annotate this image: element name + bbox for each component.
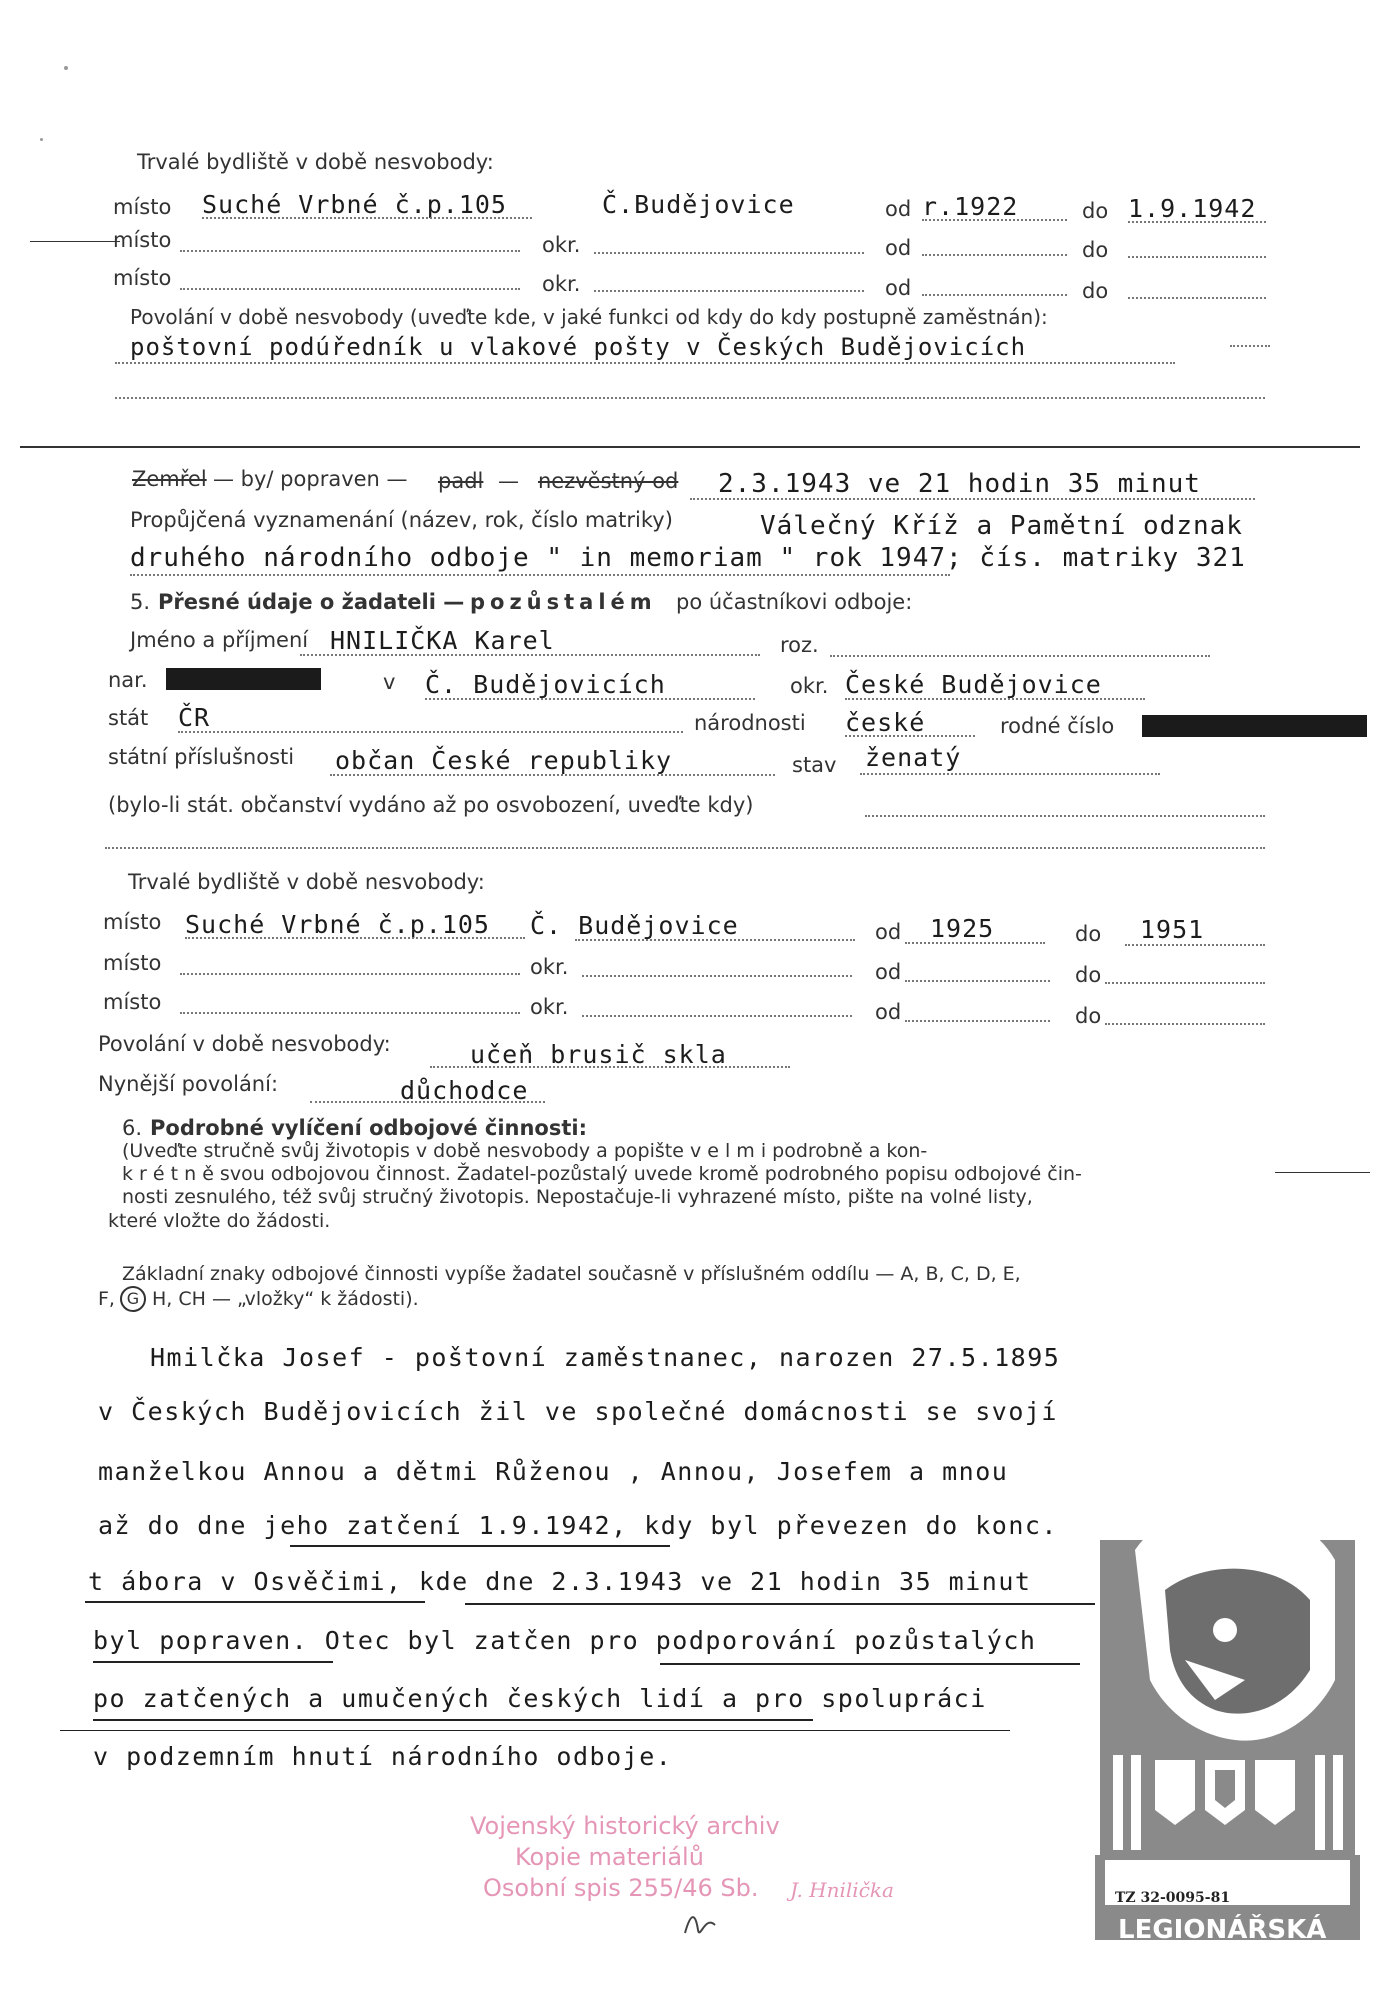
section6-instructions-1: (Uveďte stručně svůj životopis v době nesvobody a popište v e l m i podrobně a kon- <box>122 1140 928 1162</box>
from-label-3: od <box>885 276 912 300</box>
residence2-occupation-label: Povolání v době nesvobody: <box>98 1032 391 1056</box>
name-label: Jméno a příjmení <box>130 628 309 652</box>
birthplace-value: Č. Budějovicích <box>425 670 666 699</box>
section5-title-spaced: pozůstalém <box>470 590 657 614</box>
section6-title: Podrobné vylíčení odbojové činnosti: <box>150 1116 587 1140</box>
okr-label-2: okr. <box>542 233 581 257</box>
stav-value: ženatý <box>865 743 962 772</box>
residence2-from-label-2: od <box>875 960 902 984</box>
archive-stamp-line-1: Vojenský historický archiv <box>470 1812 780 1840</box>
residence2-to-label-2: do <box>1075 963 1102 987</box>
narrative-line-1: Hmilčka Josef - poštovní zaměstnanec, narozen 27.5.1895 <box>150 1343 1061 1372</box>
death-date-value: 2.3.1943 ve 21 hodin 35 minut <box>718 469 1201 499</box>
dash: — <box>498 469 519 493</box>
struck-zemrel: Zemřel <box>132 467 207 491</box>
name-value: HNILIČKA Karel <box>330 626 555 655</box>
decorations-value-1: Válečný Kříž a Pamětní odznak <box>760 511 1243 541</box>
logo-code: TZ 32-0095-81 <box>1115 1890 1231 1906</box>
residence2-from-label: od <box>875 920 902 944</box>
residence2-place-label-2: místo <box>103 951 162 975</box>
logo-text-top-left: Č. SL. <box>1108 1862 1198 1895</box>
to-label: do <box>1082 199 1109 223</box>
stav-label: stav <box>792 753 837 777</box>
roz-label: roz. <box>780 633 819 657</box>
section6-instructions-2: k r é t n ě svou odbojovou činnost. Žadatel-pozůstalý uvede kromě podrobného popisu odbojové čin- <box>122 1163 1082 1185</box>
section6-sign-g-circled: G <box>120 1286 146 1312</box>
from-label-2: od <box>885 236 912 260</box>
archive-stamp-line-2: Kopie materiálů <box>515 1843 704 1871</box>
okr-value: České Budějovice <box>845 670 1102 699</box>
place-value: Suché Vrbné č.p.105 <box>202 190 507 219</box>
section6-signs-1: Základní znaky odbojové činnosti vypíše žadatel současně v příslušném oddílu — A, B, C, D, E, <box>122 1263 1021 1285</box>
v-label: v <box>383 670 396 694</box>
citizenship-note: (bylo-li stát. občanství vydáno až po osvobození, uveďte kdy) <box>108 793 754 817</box>
residence2-occupation-value: učeň brusič skla <box>470 1040 727 1069</box>
citizenship-value: občan České republiky <box>335 746 673 775</box>
residence2-okr-label-2: okr. <box>530 955 569 979</box>
section6-instructions-4: které vložte do žádosti. <box>108 1210 331 1232</box>
to-label-3: do <box>1082 279 1109 303</box>
section6-instructions-3: nosti zesnulého, též svůj stručný životopis. Nepostačuje-li vyhrazené místo, pište na volné listy, <box>122 1186 1033 1208</box>
executed-label: — by/ popraven — <box>213 467 408 491</box>
struck-padl: padl <box>438 469 484 493</box>
redacted-birth-number <box>1142 715 1367 737</box>
residence2-from-value: 1925 <box>930 914 995 943</box>
handwritten-initial-icon <box>680 1905 720 1940</box>
okr-label: okr. <box>790 674 829 698</box>
nationality-value: české <box>845 708 926 737</box>
section5-title-tail: po účastníkovi odboje: <box>676 590 913 614</box>
narrative-line-7: po zatčených a umučených českých lidí a pro spolupráci <box>93 1684 987 1713</box>
residence-heading: Trvalé bydliště v době nesvobody: <box>137 150 494 174</box>
residence2-to-label: do <box>1075 922 1102 946</box>
residence2-place-label-3: místo <box>103 990 162 1014</box>
birth-number-label: rodné číslo <box>1000 714 1115 738</box>
stat-label: stát <box>108 706 149 730</box>
decorations-label: Propůjčená vyznamenání (název, rok, číslo matriky) <box>130 508 673 532</box>
section5-number: 5. <box>130 590 151 614</box>
current-occupation-value: důchodce <box>400 1076 529 1105</box>
residence2-place-value: Suché Vrbné č.p.105 <box>185 910 490 939</box>
narrative-line-2: v Českých Budějovicích žil ve společné domácnosti se svojí <box>98 1397 1058 1426</box>
from-label: od <box>885 197 912 221</box>
to-label-2: do <box>1082 238 1109 262</box>
occupation-label: Povolání v době nesvobody (uveďte kde, v jaké funkci od kdy do kdy postupně zaměstnán): <box>130 305 1048 329</box>
nationality-label: národnosti <box>694 711 806 735</box>
narrative-line-8: v podzemním hnutí národního odboje. <box>93 1742 673 1771</box>
logo-text-top-right: OBEC <box>1262 1862 1347 1895</box>
section6-signs-2a: F, <box>98 1288 115 1310</box>
place-label: místo <box>113 195 172 219</box>
stat-value: ČR <box>178 703 211 732</box>
residence2-okr-label-3: okr. <box>530 995 569 1019</box>
struck-missing: nezvěstný od <box>538 469 679 493</box>
logo-text-bottom: LEGIONÁŘSKÁ <box>1118 1915 1327 1945</box>
section6-signs-2b: H, CH — „vložky“ k žádosti). <box>152 1288 419 1310</box>
residence2-from-label-3: od <box>875 1000 902 1024</box>
okr-label-3: okr. <box>542 272 581 296</box>
section5-title: Přesné údaje o žadateli — <box>158 590 465 614</box>
archive-signature: J. Hnilička <box>790 1878 894 1902</box>
nar-label: nar. <box>108 668 148 692</box>
narrative-line-6: byl popraven. Otec byl zatčen pro podporování pozůstalých <box>93 1626 1037 1655</box>
residence2-to-value: 1951 <box>1140 915 1205 944</box>
narrative-line-3: manželkou Annou a dětmi Růženou , Annou, Josefem a mnou <box>98 1457 1009 1486</box>
narrative-line-4: až do dne jeho zatčení 1.9.1942, kdy byl převezen do konc. <box>98 1511 1058 1540</box>
redacted-birth-date <box>166 668 321 690</box>
from-value: r.1922 <box>922 192 1019 221</box>
place-label-3: místo <box>113 266 172 290</box>
archive-stamp-line-3: Osobní spis 255/46 Sb. <box>483 1874 759 1902</box>
to-value: 1.9.1942 <box>1128 194 1257 223</box>
place-label-2: místo <box>113 228 172 252</box>
residence2-place-label: místo <box>103 910 162 934</box>
occupation-value: poštovní podúředník u vlakové pošty v Českých Budějovicích <box>130 333 1027 361</box>
decorations-value-2: druhého národního odboje " in memoriam " rok 1947; čís. matriky 321 <box>130 543 1246 573</box>
narrative-line-5: t ábora v Osvěčimi, kde dne 2.3.1943 ve 21 hodin 35 minut <box>88 1567 1032 1596</box>
residence2-heading: Trvalé bydliště v době nesvobody: <box>128 870 485 894</box>
okr-value: Č.Budějovice <box>602 190 795 219</box>
citizenship-label: státní příslušnosti <box>108 745 295 769</box>
residence2-to-label-3: do <box>1075 1004 1102 1028</box>
section6-number: 6. <box>122 1116 143 1140</box>
residence2-okr-value: Č. Budějovice <box>530 911 739 940</box>
current-occupation-label: Nynější povolání: <box>98 1072 279 1096</box>
